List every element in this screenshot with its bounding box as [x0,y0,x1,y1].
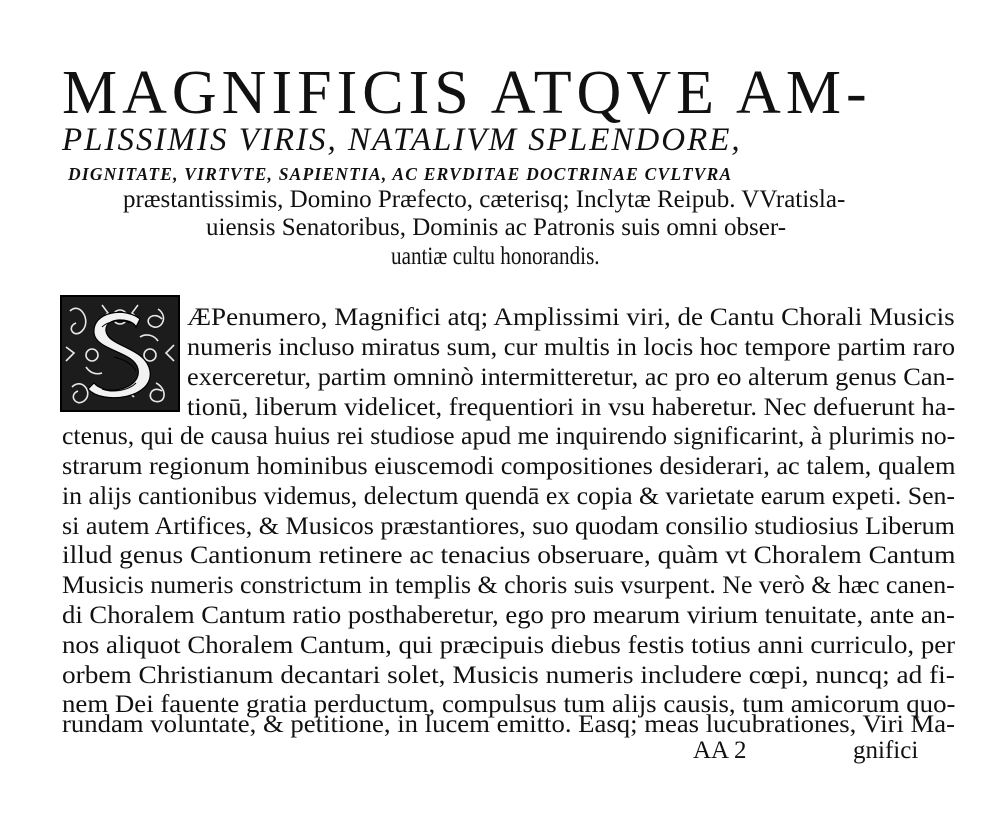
body-line-4: tionū, liberum videlicet, frequentiori in vsu haberetur. Nec defuerunt ha- [187,394,956,421]
dedication-line-2: uiensis Senatoribus, Dominis ac Patronis suis omni obser- [206,214,787,241]
title-line-1: MAGNIFICIS ATQVE AM- [62,59,872,127]
body-line-6: strarum regionum hominibus eiuscemodi compositiones desiderari, ac talem, qualem [62,453,956,480]
body-line-14: nem Dei fauente gratia perductum, compulsus tum alijs causis, tum amicorum quo- [62,691,956,718]
body-line-11: di Choralem Cantum ratio posthaberetur, ego pro mearum virium tenuitate, ante an- [62,602,955,629]
body-line-3: exerceretur, partim omninò intermitteretur, ac pro eo alterum genus Can- [187,364,955,391]
title-line-3: DIGNITATE, VIRTVTE, SAPIENTIA, AC ERVDITAE DOCTRINAE CVLTVRA [68,164,733,184]
drop-cap-initial [60,295,180,412]
signature-mark: AA 2 [693,737,747,764]
catchword: gnifici [853,737,919,764]
body-line-12: nos aliquot Choralem Cantum, qui præcipuis diebus festis totius anni curriculo, per [62,632,956,659]
body-line-5: ctenus, qui de causa huius rei studiose apud me inquirendo significarint, à plurimis no- [62,423,956,450]
title-line-2: PLISSIMIS VIRIS, NATALIVM SPLENDORE, [62,122,742,158]
body-line-15: rundam voluntate, & petitione, in lucem emitto. Easq; meas lucubrationes, Viri Ma- [62,711,956,738]
drop-cap-ornament-icon [62,297,178,410]
body-line-7: in alijs cantionibus videmus, delectum quendā ex copia & varietate earum expeti. Sen- [62,483,956,510]
body-line-2: numeris incluso miratus sum, cur multis in locis hoc tempore partim raro [187,334,956,361]
body-line-13: orbem Christianum decantari solet, Musicis numeris includere cœpi, nuncq; ad fi- [62,662,955,689]
dedication-line-3: uantiæ cultu honorandis. [391,243,600,270]
body-line-9: illud genus Cantionum retinere ac tenacius obseruare, quàm vt Choralem Cantum [62,542,956,569]
body-line-10: Musicis numeris constrictum in templis & choris suis vsurpent. Ne verò & hæc canen- [62,572,955,599]
body-line-1: ÆPenumero, Magnifici atq; Amplissimi viri, de Cantu Chorali Musicis [187,304,955,331]
dedication-line-1: præstantissimis, Domino Præfecto, cæterisq; Inclytæ Reipub. VVratisla- [123,186,846,213]
body-line-8: si autem Artifices, & Musicos præstantiores, suo quodam consilio studiosius Liberum [62,513,955,540]
